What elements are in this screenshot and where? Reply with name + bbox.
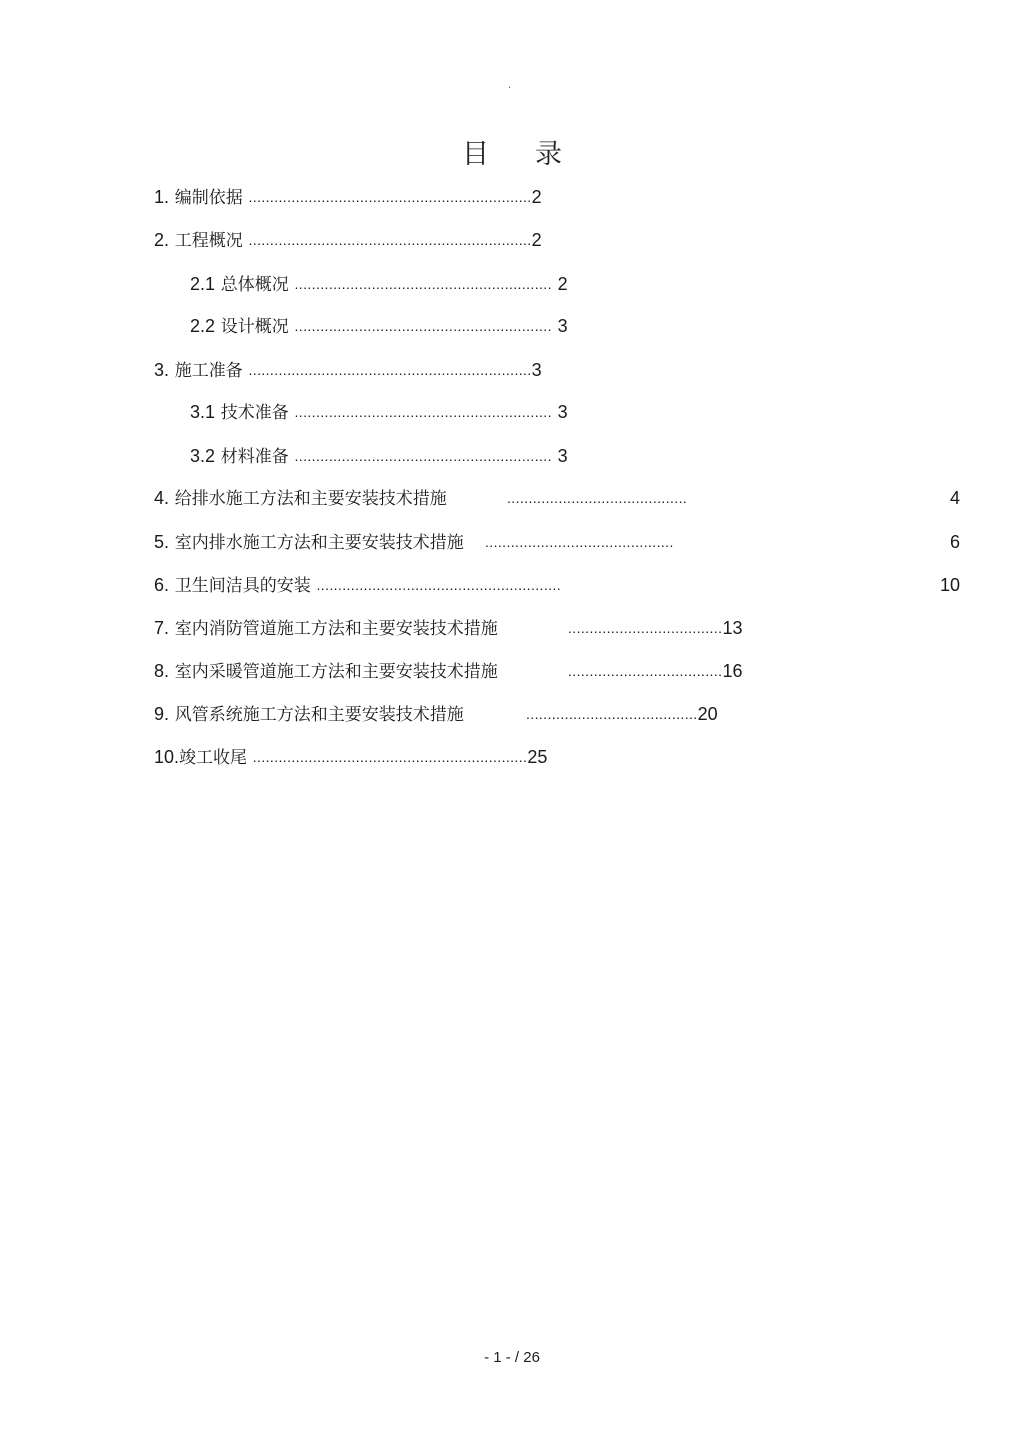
toc-entry-number: 3. [154, 360, 170, 380]
toc-leader-row [526, 703, 718, 726]
toc-leader-dots: ......................................................... [316, 577, 561, 593]
toc-entry-page: 3 [531, 360, 542, 380]
toc-title [0, 132, 1024, 171]
toc-entry-label: 风管系统施工方法和主要安装技术措施 [174, 705, 464, 725]
toc-entry-label: 卫生间洁具的安装 [174, 576, 311, 596]
toc-entry-number: 8. [154, 661, 170, 681]
toc-leader-dots: ............................................................ [294, 318, 552, 334]
toc-entry-number: 1. [154, 187, 170, 207]
toc-entry[interactable] [154, 186, 542, 209]
toc-entry-number: 3.2 [190, 446, 216, 466]
page-footer: - 1 - / 26 [484, 1349, 540, 1366]
toc-entry-number: 7. [154, 618, 170, 638]
toc-entry[interactable] [154, 703, 464, 726]
toc-leader-dots: ............................................................ [294, 276, 552, 292]
toc-entry-label: 室内排水施工方法和主要安装技术措施 [174, 533, 464, 553]
toc-leader-dots: ............................................................ [294, 404, 552, 420]
toc-entry-label: 施工准备 [174, 361, 243, 381]
toc-entry[interactable] [190, 445, 568, 468]
toc-entry-number: 9. [154, 704, 170, 724]
toc-entry-page: 2 [557, 274, 568, 294]
toc-entry-page: 13 [722, 618, 743, 638]
toc-leader-dots: ............................................ [485, 534, 674, 550]
toc-leader-dots: ........................................ [526, 706, 698, 722]
header-mark: . [508, 80, 512, 91]
toc-entry-page: 6 [950, 532, 961, 552]
toc-entry-label: 材料准备 [220, 447, 289, 467]
toc-entry-number: 3.1 [190, 402, 216, 422]
toc-entry[interactable] [154, 617, 498, 640]
toc-entry[interactable] [190, 315, 568, 338]
toc-leader-row [485, 531, 674, 554]
toc-leader-dots: .................................... [568, 663, 723, 679]
toc-leader-dots: .................................................................. [248, 362, 532, 378]
toc-entry-number: 6. [154, 575, 170, 595]
toc-entry[interactable] [154, 574, 561, 597]
toc-entry-label: 竣工收尾 [179, 748, 248, 768]
toc-entry-page: 3 [557, 316, 568, 336]
toc-leader-row [568, 617, 742, 640]
toc-entry-number: 5. [154, 532, 170, 552]
toc-entry-page: 10 [940, 575, 961, 595]
toc-entry-number: 4. [154, 488, 170, 508]
toc-leader-dots: ................................................................ [252, 749, 528, 765]
toc-entry-label: 工程概况 [174, 231, 243, 251]
toc-entry-page: 3 [557, 402, 568, 422]
toc-entry[interactable] [190, 273, 568, 296]
toc-entry[interactable] [154, 487, 447, 510]
toc-leader-row [568, 660, 742, 683]
toc-entry-number: 2. [154, 230, 170, 250]
toc-entry-page: 3 [557, 446, 568, 466]
toc-entry[interactable] [154, 531, 464, 554]
toc-entry-number: 2.1 [190, 274, 216, 294]
toc-leader-row [507, 487, 687, 510]
toc-entry-page: 16 [722, 661, 743, 681]
toc-entry-number: 2.2 [190, 316, 216, 336]
toc-entry[interactable] [154, 229, 542, 252]
toc-leader-dots: .................................... [568, 620, 723, 636]
toc-entry[interactable] [154, 359, 542, 382]
toc-entry-page: 4 [950, 488, 961, 508]
toc-entry[interactable] [154, 746, 547, 769]
toc-entry-label: 编制依据 [174, 188, 243, 208]
toc-entry-label: 总体概况 [220, 275, 289, 295]
toc-entry[interactable] [190, 401, 568, 424]
toc-entry-label: 给排水施工方法和主要安装技术措施 [174, 489, 447, 509]
toc-entry-page: 20 [697, 704, 718, 724]
toc-title-part1: 目 [462, 139, 489, 170]
toc-leader-dots: ............................................................ [294, 448, 552, 464]
toc-leader-dots: .................................................................. [248, 232, 532, 248]
toc-entry-label: 技术准备 [220, 403, 289, 423]
toc-entry-label: 室内采暖管道施工方法和主要安装技术措施 [174, 662, 498, 682]
toc-entry-label: 设计概况 [220, 317, 289, 337]
toc-entry-number: 10. [154, 747, 180, 767]
toc-entry-page: 2 [531, 187, 542, 207]
toc-entry[interactable] [154, 660, 498, 683]
toc-entry-label: 室内消防管道施工方法和主要安装技术措施 [174, 619, 498, 639]
toc-entry-page: 2 [531, 230, 542, 250]
toc-title-part2: 录 [535, 139, 562, 170]
toc-leader-dots: .................................................................. [248, 189, 532, 205]
toc-entry-page: 25 [527, 747, 548, 767]
toc-leader-dots: .......................................... [507, 490, 688, 506]
